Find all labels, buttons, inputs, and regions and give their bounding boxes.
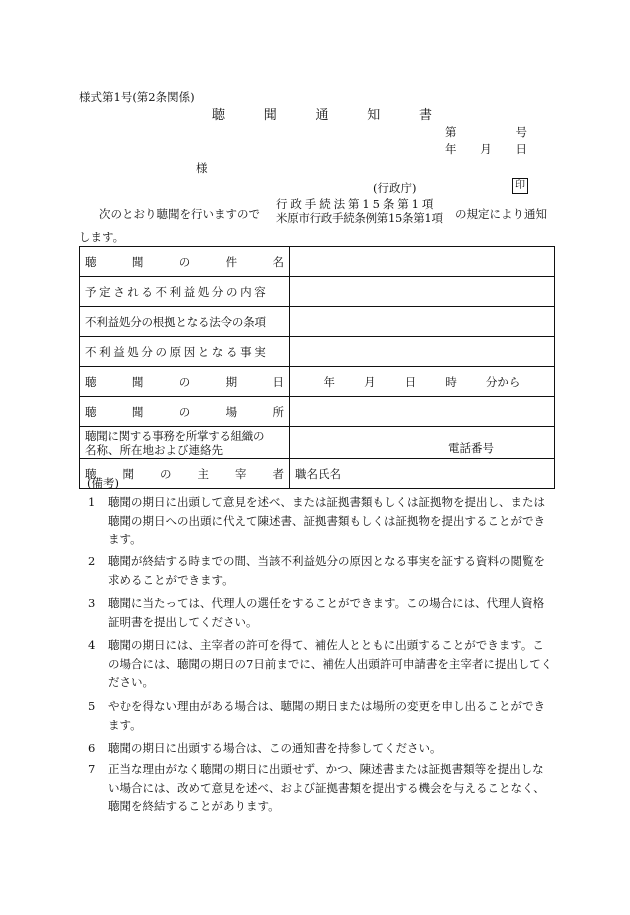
phone-number-label: 電話番号: [448, 441, 494, 455]
label-char: 聴: [85, 466, 97, 481]
date-day: 日: [404, 374, 417, 389]
table-row: [80, 277, 555, 307]
doc-number-prefix: 第: [445, 125, 457, 139]
note-number: 2: [88, 554, 96, 568]
title-char: 書: [418, 108, 432, 123]
intro-text-start: 次のとおり聴聞を行いますので: [99, 207, 260, 221]
law-basis-label: 不利益処分の根拠となる法令の条項: [80, 307, 290, 337]
note-item: [88, 594, 553, 631]
note-number: 6: [88, 741, 96, 755]
date-minute-from: 分から: [485, 374, 521, 389]
note-text: 聴聞の期日に出頭する場合は、この通知書を持参してください。: [108, 741, 442, 755]
note-text: 聴聞に当たっては、代理人の選任をすることができます。この場合には、代理人資格証明書を提出してください。: [108, 596, 545, 629]
intro-text-end: します。: [79, 230, 125, 244]
date-month: 月: [364, 374, 376, 389]
note-number: 3: [88, 596, 96, 610]
intro-law-line-1: 行政手続法第15条第1項: [276, 197, 437, 211]
title-char: 通: [315, 108, 329, 123]
note-item: [88, 552, 553, 589]
label-char: 聞: [131, 374, 144, 389]
note-item: [88, 493, 553, 549]
note-number: 1: [88, 495, 96, 509]
label-char: 聴: [85, 254, 97, 269]
label-char: 件: [225, 254, 238, 269]
intro-law-line-2: 米原市行政手続条例第15条第1項: [276, 211, 443, 225]
label-char: 聴: [85, 374, 97, 389]
hearing-date-field[interactable]: [290, 367, 555, 397]
note-item: [88, 697, 553, 734]
notes-heading: (備考): [87, 476, 119, 490]
document-title: [212, 104, 432, 123]
hearing-place-label: [80, 397, 290, 427]
note-number: 4: [88, 638, 96, 652]
label-char: 主: [197, 466, 209, 481]
table-row: [80, 247, 555, 277]
label-char: 者: [272, 466, 284, 481]
label-char: 聞: [131, 404, 144, 419]
hearing-details-table: [79, 246, 555, 489]
disposition-content-label: 予定される不利益処分の内容: [80, 277, 290, 307]
table-row: [80, 459, 555, 489]
date-year: 年: [445, 142, 457, 156]
doc-number-suffix: 号: [515, 125, 527, 139]
organization-contact-label: [80, 427, 290, 459]
label-char: の: [178, 404, 191, 419]
presider-field[interactable]: [290, 459, 555, 489]
note-text: 正当な理由がなく聴聞の期日に出頭せず、かつ、陳述書または証拠書類等を提出しない場合には、改めて意見を述べ、および証拠書類を提出する機会を与えることなく、聴聞を終結することがあります。: [108, 762, 545, 813]
table-row: [80, 307, 555, 337]
label-char: 名: [272, 254, 284, 269]
date-month: 月: [480, 142, 492, 156]
title-char: 聞: [263, 108, 277, 123]
note-text: 聴聞の期日に出頭して意見を述べ、または証拠書類もしくは証拠物を提出し、または聴聞の期日への出頭に代えて陳述書、証拠書類もしくは証拠物を提出することができます。: [108, 495, 545, 546]
document-number: [445, 124, 527, 140]
form-number-label: 様式第1号(第2条関係): [79, 90, 195, 104]
presider-title-name: 職名氏名: [295, 466, 341, 481]
hearing-date-label: [80, 367, 290, 397]
label-char: 所: [272, 404, 284, 419]
note-item: [88, 739, 553, 758]
seal-stamp-icon: 印: [512, 178, 528, 194]
org-label-line-2: 名称、所在地および連絡先: [85, 442, 223, 457]
note-number: 7: [88, 762, 96, 776]
law-basis-field[interactable]: [290, 307, 555, 337]
date-day: 日: [515, 142, 527, 156]
table-row: [80, 337, 555, 367]
hearing-place-field[interactable]: [290, 397, 555, 427]
disposition-cause-label: 不利益処分の原因となる事実: [80, 337, 290, 367]
label-char: 聞: [122, 466, 134, 481]
agency-label: (行政庁): [373, 181, 417, 195]
label-char: 宰: [235, 466, 247, 481]
note-item: [88, 636, 553, 692]
table-row: [80, 397, 555, 427]
title-char: 知: [367, 108, 381, 123]
issue-date: [445, 141, 527, 157]
disposition-content-field[interactable]: [290, 277, 555, 307]
label-char: 聴: [85, 404, 97, 419]
note-text: やむを得ない理由がある場合は、聴聞の期日または場所の変更を申し出ることができます。: [108, 699, 545, 732]
label-char: 聞: [131, 254, 144, 269]
recipient-suffix: 様: [196, 161, 208, 175]
intro-text-after: の規定により通知: [455, 207, 547, 221]
case-name-label: [80, 247, 290, 277]
label-char: 場: [225, 404, 238, 419]
date-hour: 時: [445, 374, 457, 389]
note-number: 5: [88, 699, 96, 713]
table-row: [80, 367, 555, 397]
note-text: 聴聞が終結する時までの間、当該不利益処分の原因となる事実を証する資料の閲覧を求めることができます。: [108, 554, 545, 587]
table-row: [80, 427, 555, 459]
note-item: [88, 760, 553, 816]
label-char: の: [178, 374, 191, 389]
note-text: 聴聞の期日には、主宰者の許可を得て、補佐人とともに出頭することができます。この場合には、聴聞の期日の7日前までに、補佐人出頭許可申請書を主宰者に提出してください。: [108, 638, 553, 689]
organization-contact-field[interactable]: [290, 427, 555, 459]
title-char: 聴: [212, 108, 226, 123]
label-char: 期: [225, 374, 238, 389]
date-year: 年: [323, 374, 336, 389]
label-char: の: [178, 254, 191, 269]
label-char: 日: [272, 374, 284, 389]
org-label-line-1: 聴聞に関する事務を所掌する組織の: [85, 428, 265, 443]
label-char: の: [160, 466, 172, 481]
disposition-cause-field[interactable]: [290, 337, 555, 367]
case-name-field[interactable]: [290, 247, 555, 277]
